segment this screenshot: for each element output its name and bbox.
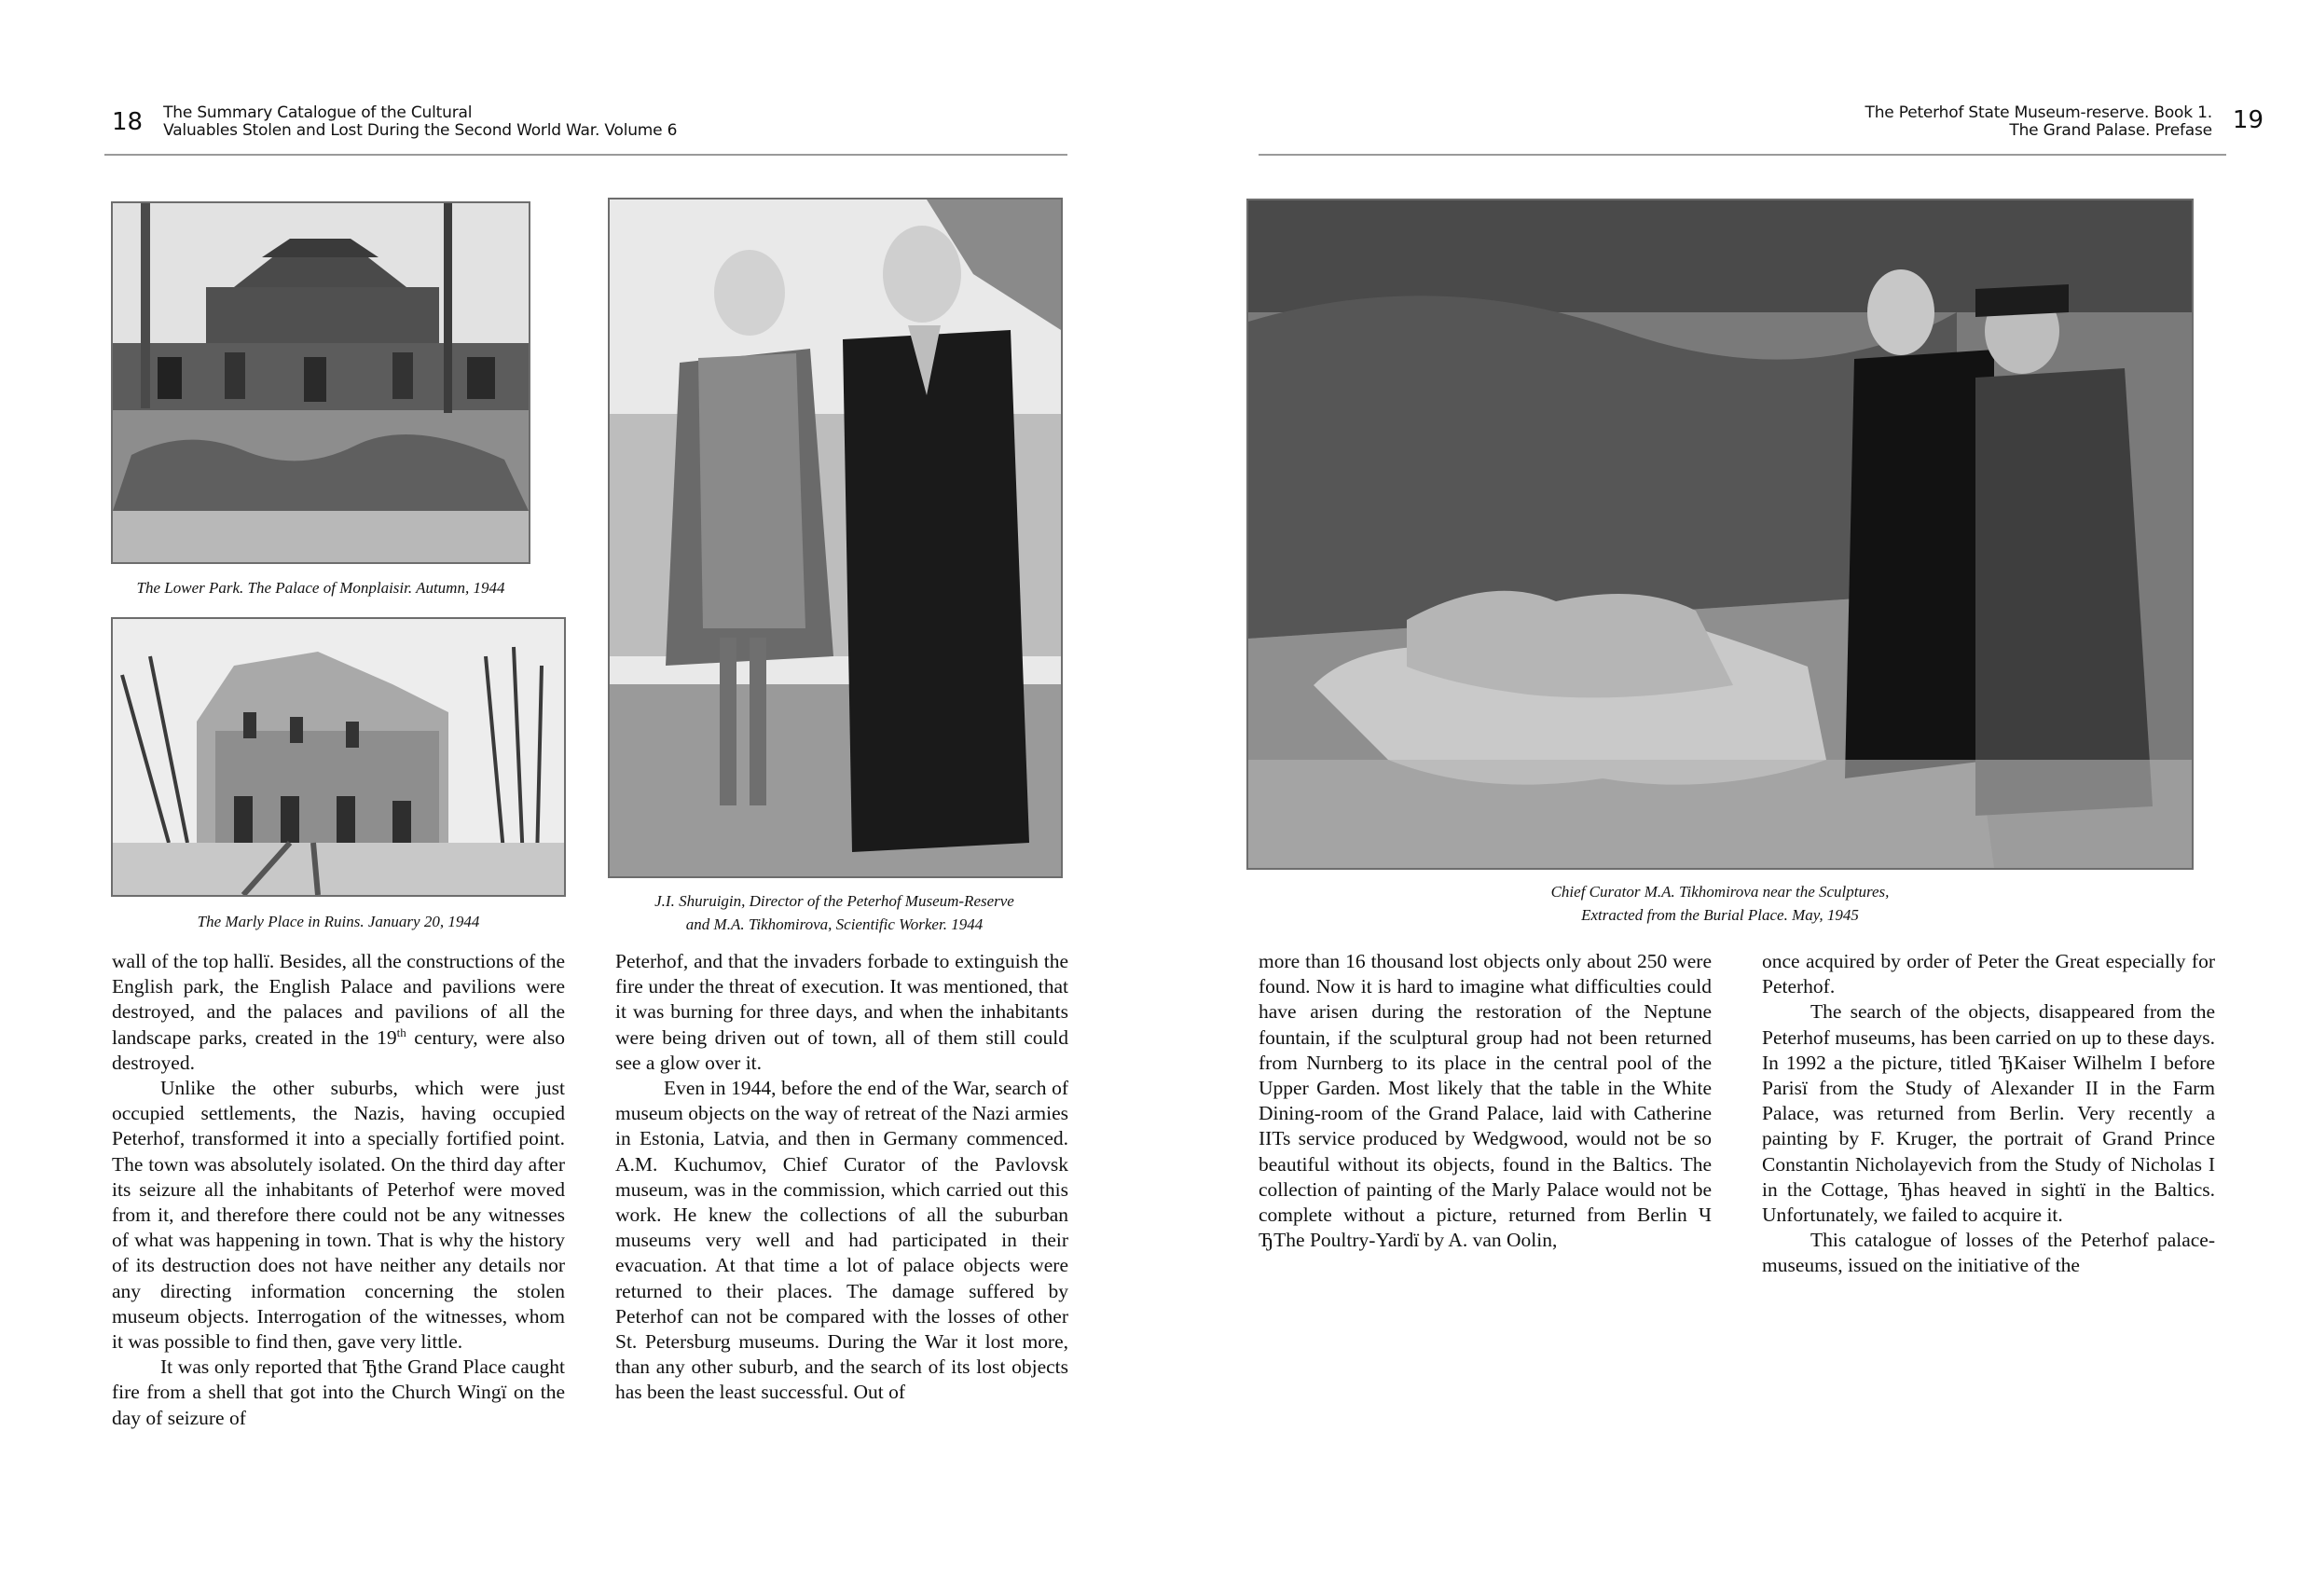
body-paragraph: This catalogue of losses of the Peterhof palace-museums, issued on the initiative of the	[1762, 1229, 2215, 1277]
body-text: century, were also destroyed.	[112, 1025, 565, 1074]
running-header-left	[112, 104, 677, 140]
figure-caption: The Marly Place in Ruins. January 20, 1944	[197, 913, 480, 930]
figure-caption	[1246, 880, 2194, 927]
body-paragraph	[112, 949, 565, 1076]
photo-shuruigin-tikhomirova	[608, 198, 1063, 878]
body-text: wall of the top hallї. Besides, all the constructions of the English park, the English Palace and pavilions were destroyed, and the palaces and pavilions of all the landscape parks, created in the 19	[112, 950, 565, 1049]
body-paragraph: It was only reported that Ђthe Grand Place caught fire from a shell that got into the Church Wingї on the day of seizure of	[112, 1355, 565, 1429]
figure-caption	[597, 889, 1072, 936]
body-paragraph: The search of the objects, disappeared from the Peterhof museums, has been carried on up to these days. In 1992 a the picture, titled ЂKaiser Wilhelm I before Parisї from the Study of Alexander II in the Farm Palace, was returned from Berlin. Very recently a painting by F. Kruger, the portrait of Grand Prince Constantin Nicholayevich from the Study of Nicholas I in the Cottage, Ђhas heaved in sightї in the Baltics. Unfortunately, we failed to acquire it.	[1762, 1000, 2215, 1227]
ordinal-suffix: th	[396, 1025, 406, 1039]
body-column-4	[1762, 949, 2215, 1279]
page-number: 19	[2232, 106, 2264, 134]
body-column-3	[1259, 949, 1712, 1253]
body-column-1	[112, 949, 565, 1431]
running-header-right	[1865, 104, 2264, 140]
body-column-2	[615, 949, 1068, 1406]
body-paragraph: once acquired by order of Peter the Great especially for Peterhof.	[1762, 950, 2215, 998]
photo-monplaisir-palace-icon	[113, 203, 529, 562]
header-title	[163, 104, 677, 140]
figure-caption-line: J.I. Shuruigin, Director of the Peterhof Museum-Reserve	[654, 892, 1014, 910]
photo-monplaisir-palace	[111, 201, 530, 564]
body-paragraph: Peterhof, and that the invaders forbade to extinguish the fire under the threat of execution. It was mentioned, that it was burning for three days, and when the inhabitants were being driven out of town, all of them still could see a glow over it.	[615, 950, 1068, 1074]
photo-marly-palace-ruins	[111, 617, 566, 897]
header-title-line: Valuables Stolen and Lost During the Second World War. Volume 6	[163, 121, 678, 140]
photo-tikhomirova-sculptures-icon	[1248, 200, 2192, 868]
figure-caption-line: Chief Curator M.A. Tikhomirova near the Sculptures,	[1550, 883, 1890, 901]
header-title	[1865, 104, 2212, 140]
body-paragraph: more than 16 thousand lost objects only about 250 were found. Now it is hard to imagine what difficulties could have arisen during the restoration of the Neptune fountain, if the sculptural group had not been returned from Nurnberg to its place in the central pool of the Upper Garden. Most likely that the table in the White Dining-room of the Grand Palace, laid with Catherine IITs service produced by Wedgwood, would not be so beautiful without its objects, found in the Baltics. The collection of painting of the Marly Palace would not be complete without a picture, returned from Berlin Ч ЂThe Poultry-Yardї by A. van Oolin,	[1259, 950, 1712, 1252]
body-paragraph: Even in 1944, before the end of the War, search of museum objects on the way of retreat of the Nazi armies in Estonia, Latvia, and then in Germany commenced. A.M. Kuchumov, Chief Curator of the Pavlovsk museum, was in the commission, which carried out this work. He knew the collections of all the suburban museums very well and had participated in their evacuation. At that time a lot of palace objects were returned to their places. The damage suffered by Peterhof can not be compared with the losses of other St. Petersburg museums. During the War it lost more, than any other suburb, and the search of its lost objects has been the least successful. Out of	[615, 1077, 1068, 1404]
header-title-line: The Grand Palase. Prefase	[2009, 121, 2212, 140]
page-number: 18	[112, 108, 144, 136]
header-rule	[104, 154, 1067, 156]
header-rule	[1259, 154, 2226, 156]
body-paragraph: Unlike the other suburbs, which were just occupied settlements, the Nazis, having occupied Peterhof, transformed it into a specially fortified point. The town was absolutely isolated. On the third day after its seizure all the inhabitants of Peterhof were moved from it, and therefore there could not be any witnesses of what was happening in town. That is why the history of its destruction does not have neither any details nor any directing information concerning the stolen museum objects. Interrogation of the witnesses, whom it was possible to find then, gave very little.	[112, 1077, 565, 1354]
right-page	[1156, 0, 2312, 1596]
header-title-line: The Peterhof State Museum-reserve. Book 1.	[1865, 103, 2212, 122]
figure-caption-line: and M.A. Tikhomirova, Scientific Worker. 1944	[685, 915, 984, 933]
photo-shuruigin-tikhomirova-icon	[610, 200, 1061, 876]
photo-marly-palace-ruins-icon	[113, 619, 564, 895]
figure-caption: The Lower Park. The Palace of Monplaisir. Autumn, 1944	[136, 579, 505, 597]
figure-caption-line: Extracted from the Burial Place. May, 1945	[1581, 906, 1859, 924]
header-title-line: The Summary Catalogue of the Cultural	[163, 103, 473, 122]
photo-tikhomirova-sculptures	[1246, 199, 2194, 870]
